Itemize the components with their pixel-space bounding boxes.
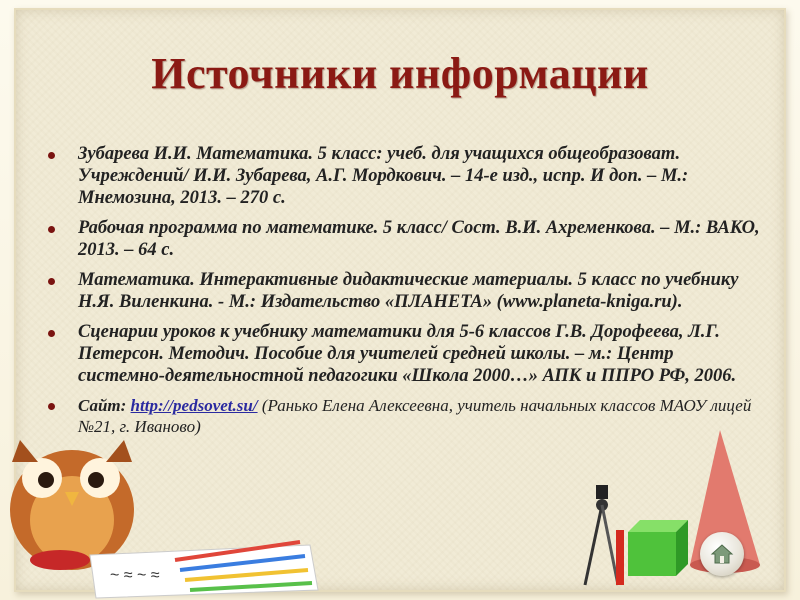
source-text: Сценарии уроков к учебнику математики для 5-6 классов Г.В. Дорофеева, Л.Г. Петерсон. Методич. Пособие для учителей средней школы. – м.: Центр системно-деятельностной педагогики «Школа 2000…» АПК и ППРО РФ, 2006. [78, 322, 737, 386]
bullet-icon [48, 226, 55, 233]
site-label: Сайт: [78, 396, 127, 415]
source-text: Рабочая программа по математике. 5 класс/ Сост. В.И. Ахременкова. – М.: ВАКО, 2013. – 64 с. [78, 218, 760, 260]
list-item [42, 269, 760, 313]
owl-mascot [10, 440, 134, 570]
cube-front [628, 532, 676, 576]
bullet-icon [48, 152, 55, 159]
home-button[interactable] [700, 532, 744, 576]
source-text: Математика. Интерактивные дидактические материалы. 5 класс по учебнику Н.Я. Виленкина. - М.: Издательство «ПЛАНЕТА» (www.planeta-kniga.ru). [78, 270, 739, 312]
bullet-icon [48, 403, 55, 410]
home-icon [710, 542, 734, 566]
sources-list [42, 143, 760, 445]
source-text: Зубарева И.И. Математика. 5 класс: учеб. для учащихся общеобразоват. Учреждений/ И.И. Зубарева, А.Г. Мордкович. – 14-е изд., испр. И доп. – М.: Мнемозина, 2013. – 270 с. [78, 144, 689, 208]
bullet-icon [48, 330, 55, 337]
list-item [42, 321, 760, 387]
list-item [42, 143, 760, 209]
crayon-shape [616, 530, 624, 585]
author-credit: (Ранько Елена Алексеевна, учитель начальных классов МАОУ лицей №21, г. Иваново) [78, 396, 752, 436]
page-title: Источники информации [151, 49, 649, 98]
site-link[interactable]: http://pedsovet.su/ [130, 396, 258, 415]
list-item [42, 217, 760, 261]
site-list-item [42, 395, 760, 437]
bullet-icon [48, 278, 55, 285]
paper-scribble: ~ ≈ ~ ≈ [110, 567, 160, 584]
compass-icon [585, 485, 618, 585]
